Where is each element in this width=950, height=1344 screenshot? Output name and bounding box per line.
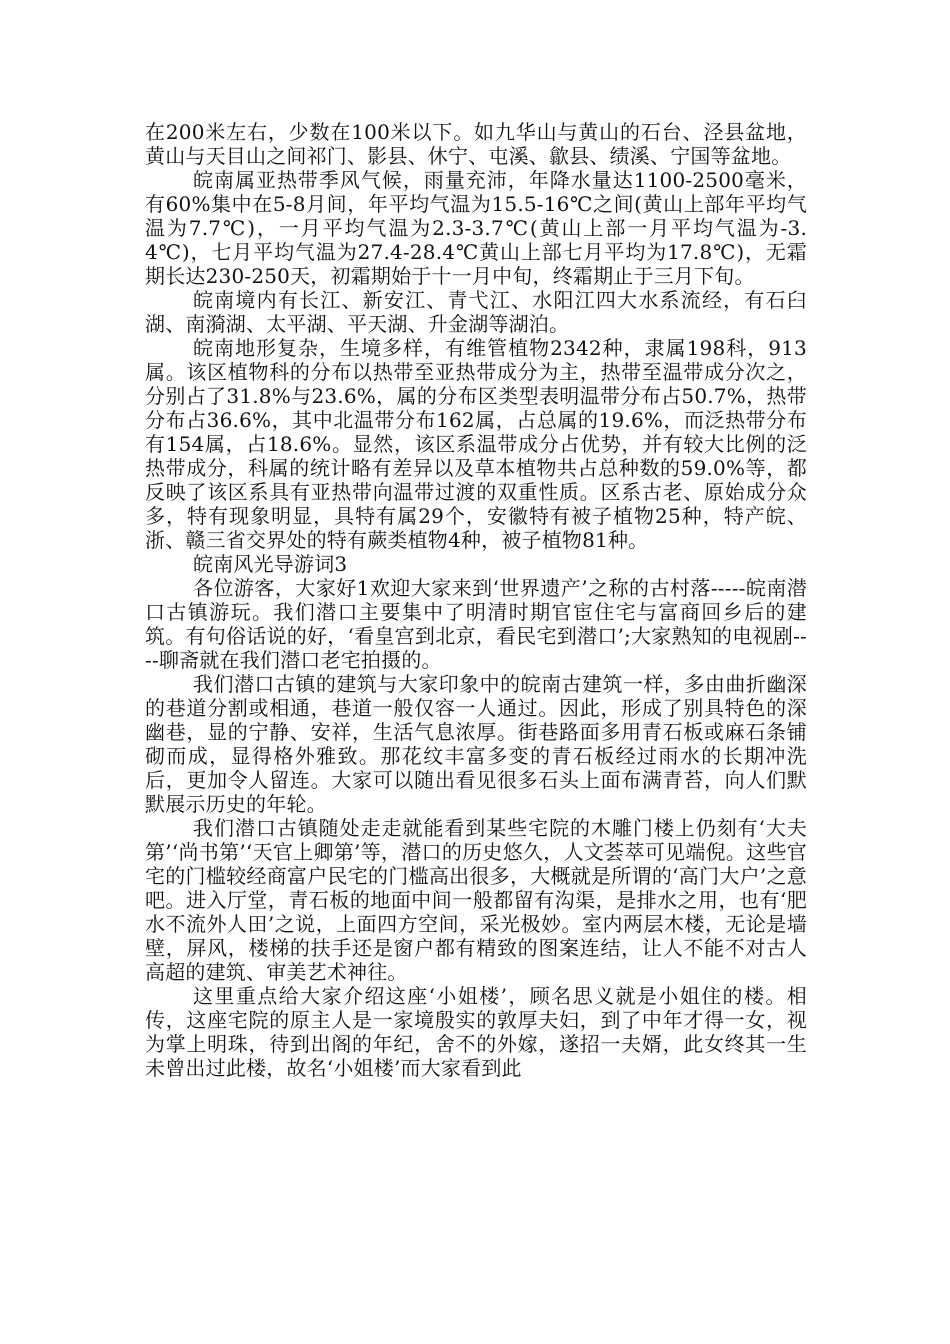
paragraph-architecture: 我们潜口古镇的建筑与大家印象中的皖南古建筑一样，多由曲折幽深的巷道分割或相通，巷道一般仅容一人通过。因此，形成了别具特色的深幽巷，显的宁静、安祥，生活气息浓厚。街巷路面多用青石板或麻石条铺砌而成，显得格外雅致。那花纹丰富多变的青石板经过雨水的长期冲洗后，更加令人留连。大家可以随出看见很多石头上面布满青苔，向人们默默展示历史的年轮。 [145, 672, 807, 816]
paragraph-terrain-continued: 在200米左右，少数在100米以下。如九华山与黄山的石台、泾县盆地，黄山与天目山之间祁门、影县、休宁、屯溪、歙县、绩溪、宁国等盆地。 [145, 120, 807, 168]
paragraph-water-systems: 皖南境内有长江、新安江、青弋江、水阳江四大水系流经，有石臼湖、南漪湖、太平湖、平天湖、升金湖等湖泊。 [145, 288, 807, 336]
document-body [145, 120, 807, 1080]
paragraph-flora: 皖南地形复杂，生境多样，有维管植物2342种，隶属198科，913属。该区植物科的分布以热带至亚热带成分为主，热带至温带成分次之，分别占了31.8%与23.6%，属的分布区类型表明温带分布占50.7%，热带分布占36.6%，其中北温带分布162属，占总属的19.6%，而泛热带分布有154属，占18.6%。显然，该区系温带成分占优势，并有较大比例的泛热带成分，科属的统计略有差异以及草本植物共占总种数的59.0%等，都反映了该区系具有亚热带向温带过渡的双重性质。区系古老、原始成分众多，特有现象明显，具特有属29个，安徽特有被子植物25种，特产皖、浙、赣三省交界处的特有蕨类植物4种，被子植物81种。 [145, 336, 807, 552]
section-heading-tour-guide-3: 皖南风光导游词3 [193, 552, 348, 576]
paragraph-climate: 皖南属亚热带季风气候，雨量充沛，年降水量达1100-2500毫米，有60%集中在5-8月间，年平均气温为15.5-16℃之间(黄山上部年平均气温为7.7℃)，一月平均气温为2.3-3.7℃(黄山上部一月平均气温为-3.4℃)，七月平均气温为27.4-28.4℃黄山上部七月平均为17.8℃)，无霜期长达230-250天，初霜期始于十一月中旬，终霜期止于三月下旬。 [145, 168, 807, 288]
paragraph-official-residences: 我们潜口古镇随处走走就能看到某些宅院的木雕门楼上仍刻有‘大夫第’‘尚书第’‘天官上卿第’等，潜口的历史悠久，人文荟萃可见端倪。这些官宅的门槛较经商富户民宅的门槛高出很多，大概就是所谓的‘高门大户’之意吧。进入厅堂，青石板的地面中间一般都留有沟渠，是排水之用，也有‘肥水不流外人田’之说，上面四方空间，采光极妙。室内两层木楼，无论是墙壁，屏风，楼梯的扶手还是窗户都有精致的图案连结，让人不能不对古人高超的建筑、审美艺术神往。 [145, 816, 807, 984]
paragraph-welcome: 各位游客，大家好1欢迎大家来到‘世界遗产’之称的古村落-----皖南潜口古镇游玩。我们潜口主要集中了明清时期官宦住宅与富商回乡后的建筑。有句俗话说的好，‘看皇宫到北京，看民宅到潜口’;大家熟知的电视剧----聊斋就在我们潜口老宅拍摄的。 [145, 576, 807, 672]
paragraph-young-lady-tower: 这里重点给大家介绍这座‘小姐楼’，顾名思义就是小姐住的楼。相传，这座宅院的原主人是一家境殷实的敦厚夫妇，到了中年才得一女，视为掌上明珠，待到出阁的年纪，舍不的外嫁，遂招一夫婿，此女终其一生未曾出过此楼，故名‘小姐楼’而大家看到此 [145, 984, 807, 1080]
